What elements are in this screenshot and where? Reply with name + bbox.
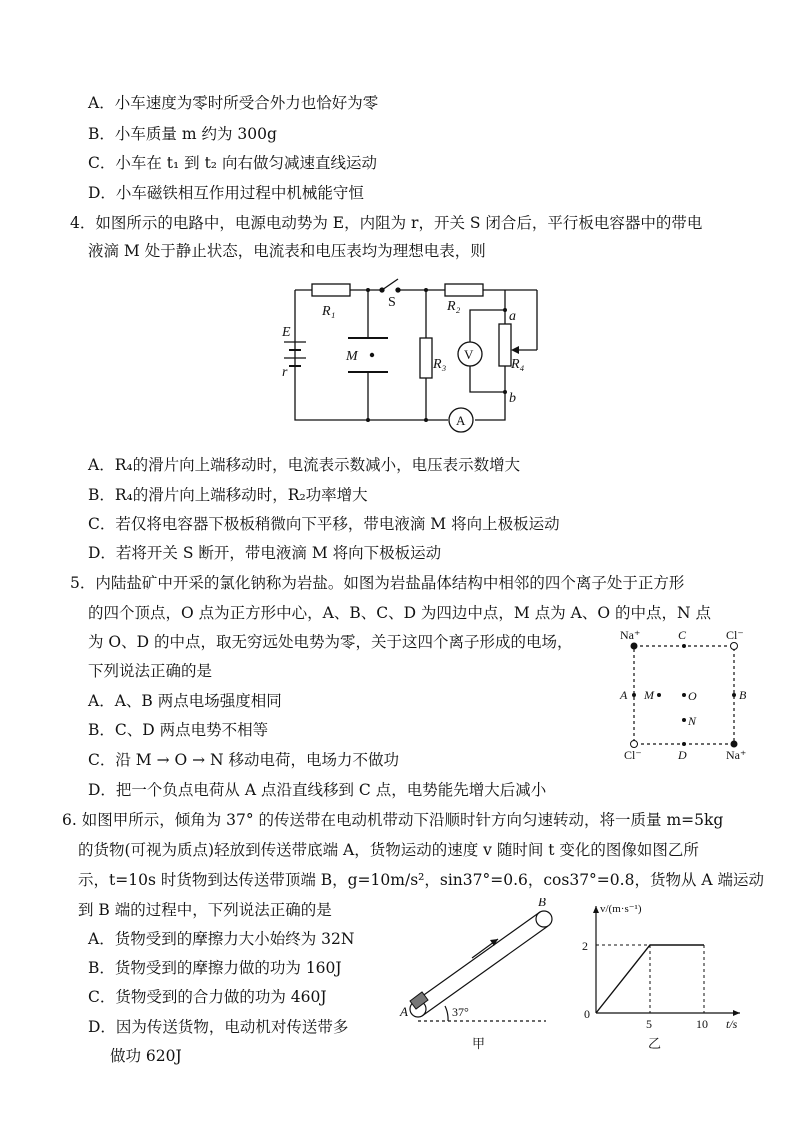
label-na-bottom: Na⁺ — [726, 748, 747, 762]
q4-stem-line2: 液滴 M 处于静止状态，电流表和电压表均为理想电表，则 — [88, 242, 486, 260]
q6-stem-line1: 6. 如图甲所示，倾角为 37° 的传送带在电动机带动下沿顺时针方向匀速转动，将一质量 m=5kg — [62, 811, 724, 829]
q4-option-d: D．若将开关 S 断开，带电液滴 M 将向下极板运动 — [88, 544, 442, 562]
label-cl-bottom: Cl⁻ — [624, 748, 642, 762]
q4-circuit-diagram — [280, 272, 560, 437]
label-R3: R₃ — [433, 357, 447, 372]
q6-stem-line2: 的货物(可视为质点)轻放到传送带底端 A，货物运动的速度 v 随时间 t 变化的图像如图乙所 — [78, 841, 699, 859]
label-na-top: Na⁺ — [620, 628, 641, 642]
caption-jia: 甲 — [472, 1036, 486, 1051]
q6-option-d: D．因为传送货物，电动机对传送带多 — [88, 1018, 349, 1036]
label-O: O — [688, 689, 697, 703]
q5-stem-line1: 5．内陆盐矿中开采的氯化钠称为岩盐。如图为岩盐晶体结构中相邻的四个离子处于正方形 — [70, 574, 685, 592]
ammeter-label: A — [456, 413, 466, 428]
q3-option-b: B．小车质量 m 约为 300g — [88, 125, 277, 143]
label-A: A — [620, 688, 628, 702]
q6-option-a: A．货物受到的摩擦力大小始终为 32N — [88, 930, 355, 948]
label-E: E — [282, 325, 291, 340]
label-S: S — [388, 295, 396, 310]
origin-label: 0 — [584, 1007, 590, 1021]
q4-option-a: A．R₄的滑片向上端移动时，电流表示数减小，电压表示数增大 — [88, 456, 521, 474]
q5-option-d: D．把一个负点电荷从 A 点沿直线移到 C 点，电势能先增大后减小 — [88, 781, 547, 799]
y-tick-label: 2 — [582, 939, 588, 953]
x-tick-label-1: 5 — [646, 1017, 652, 1031]
label-B: B — [538, 898, 546, 909]
q6-option-d-cont: 做功 620J — [110, 1047, 182, 1065]
x-tick-label-2: 10 — [696, 1017, 708, 1031]
q5-option-a: A．A、B 两点电场强度相同 — [88, 692, 282, 710]
label-B: B — [739, 688, 747, 702]
label-cl-top: Cl⁻ — [726, 628, 744, 642]
label-M: M — [644, 688, 654, 702]
q5-option-c: C．沿 M → O → N 移动电荷，电场力不做功 — [88, 751, 400, 769]
label-M: M — [346, 349, 358, 364]
q6-option-b: B．货物受到的摩擦力做的功为 160J — [88, 959, 342, 977]
q4-stem-line1: 4．如图所示的电路中，电源电动势为 E，内阻为 r，开关 S 闭合后，平行板电容器中的带电 — [70, 214, 703, 232]
label-N: N — [688, 714, 697, 728]
q3-option-d: D．小车磁铁相互作用过程中机械能守恒 — [88, 184, 364, 202]
label-b: b — [509, 391, 516, 406]
label-D: D — [678, 748, 687, 762]
q6-figure-yi — [576, 898, 746, 1054]
q6-figure-jia — [388, 898, 566, 1054]
q3-option-c: C．小车在 t₁ 到 t₂ 向右做匀减速直线运动 — [88, 154, 377, 172]
label-R1: R₁ — [322, 304, 336, 319]
q6-stem-line3: 示，t=10s 时货物到达传送带顶端 B，g=10m/s²，sin37°=0.6，cos37°=0.8，货物从 A 端运动 — [78, 871, 764, 889]
q4-option-c: C．若仅将电容器下极板稍微向下平移，带电液滴 M 将向上极板运动 — [88, 515, 560, 533]
caption-yi: 乙 — [648, 1036, 662, 1051]
q6-stem-line4: 到 B 端的过程中，下列说法正确的是 — [78, 901, 332, 919]
q5-stem-line2: 的四个顶点，O 点为正方形中心，A、B、C、D 为四边中点，M 点为 A、O 的中点，N 点 — [88, 604, 711, 622]
label-A: A — [400, 1004, 408, 1019]
label-r: r — [282, 365, 288, 380]
q5-stem-line3: 为 O、D 的中点，取无穷远处电势为零，关于这四个离子形成的电场， — [88, 633, 573, 651]
q6-option-c: C．货物受到的合力做的功为 460J — [88, 988, 327, 1006]
label-angle: 37° — [452, 1005, 469, 1019]
y-axis-label: v/(m·s⁻¹) — [600, 903, 642, 915]
label-R4: R₄ — [511, 357, 525, 372]
label-C: C — [678, 628, 687, 642]
q5-stem-line4: 下列说法正确的是 — [88, 662, 213, 680]
q5-crystal-figure — [618, 626, 778, 768]
voltmeter-label: V — [464, 347, 474, 362]
label-R2: R₂ — [447, 299, 461, 314]
series-line — [596, 945, 704, 1013]
label-a: a — [509, 309, 516, 324]
q4-option-b: B．R₄的滑片向上端移动时，R₂功率增大 — [88, 486, 368, 504]
q3-option-a: A．小车速度为零时所受合外力也恰好为零 — [88, 94, 379, 112]
x-axis-label: t/s — [726, 1017, 738, 1031]
q5-option-b: B．C、D 两点电势不相等 — [88, 721, 269, 739]
